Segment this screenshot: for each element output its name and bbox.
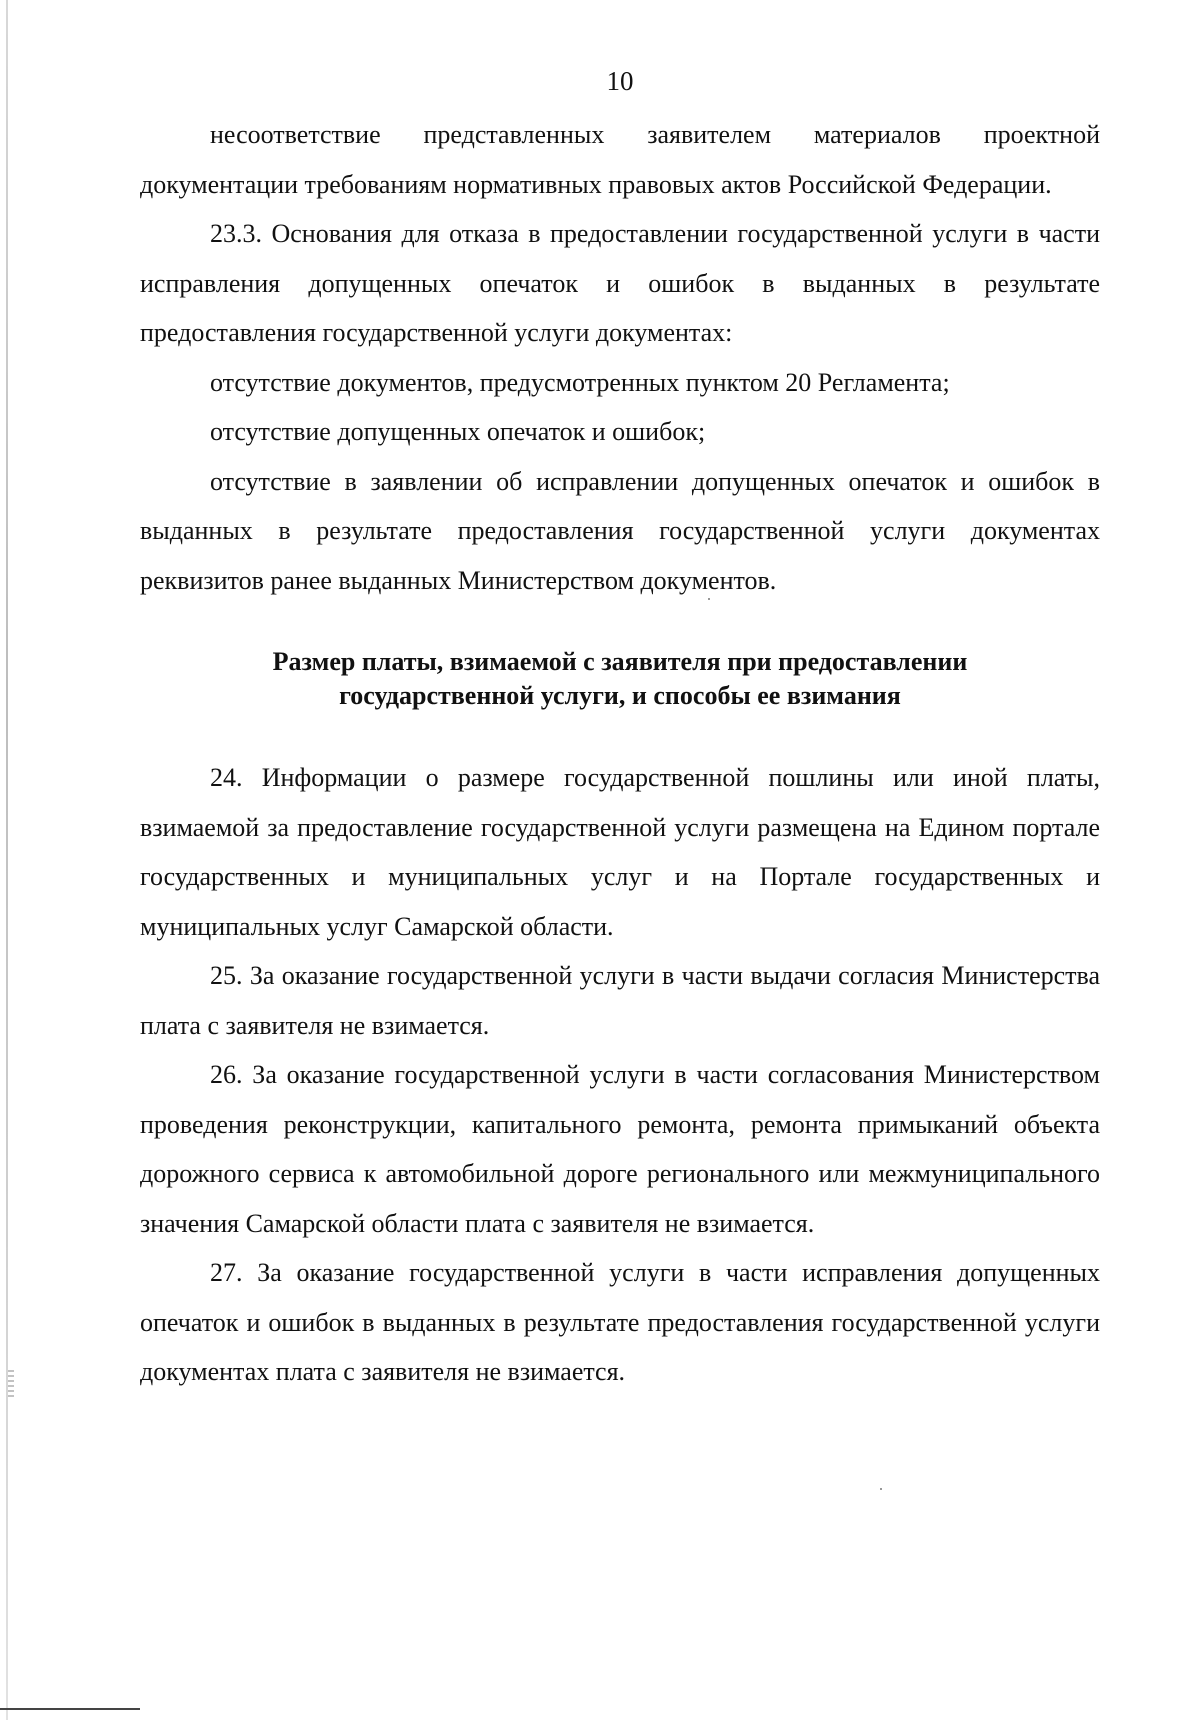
- document-body: [140, 110, 1100, 1397]
- paragraph-26: 26. За оказание государственной услуги в части согласования Министерством проведения реконструкции, капитального ремонта, ремонта примыканий объекта дорожного сервиса к автомобильной дороге регионального или межмуниципального значения Самарской области плата с заявителя не взимается.: [140, 1060, 1100, 1238]
- scan-dot: [880, 1488, 882, 1490]
- paragraph-27: 27. За оказание государственной услуги в части исправления допущенных опечаток и ошибок в выданных в результате предоставления государственной услуги документах плата с заявителя не взимается.: [140, 1258, 1100, 1386]
- scan-edge-bottom: [0, 1708, 140, 1710]
- paragraph-list-item: отсутствие допущенных опечаток и ошибок;: [210, 417, 706, 446]
- section-heading: [140, 645, 1100, 713]
- paragraph-list-item: отсутствие документов, предусмотренных пунктом 20 Регламента;: [210, 367, 950, 397]
- paragraph-list-item: отсутствие в заявлении об исправлении допущенных опечаток и ошибок в выданных в результате предоставления государственной услуги документах реквизитов ранее выданных Министерством документов.: [140, 466, 1100, 595]
- paragraph-23-3: 23.3. Основания для отказа в предоставлении государственной услуги в части исправления допущенных опечаток и ошибок в выданных в результате предоставления государственной услуги документах:: [140, 219, 1100, 347]
- paragraph-25: 25. За оказание государственной услуги в части выдачи согласия Министерства плата с заявителя не взимается.: [140, 961, 1100, 1040]
- scan-edge-left: [6, 0, 8, 1720]
- paragraph-24: 24. Информации о размере государственной пошлины или иной платы, взимаемой за предоставление государственной услуги размещена на Едином портале государственных и муниципальных услуг и на Портале государственных и муниципальных услуг Самарской области.: [140, 763, 1100, 941]
- section-heading-line: Размер платы, взимаемой с заявителя при предоставлении: [272, 647, 968, 676]
- scan-speck: [8, 1370, 14, 1398]
- page-number: 10: [606, 66, 634, 96]
- section-heading-line: государственной услуги, и способы ее взимания: [339, 681, 901, 710]
- paragraph-continuation: несоответствие представленных заявителем материалов проектной документации требованиям нормативных правовых актов Российской Федерации.: [140, 120, 1100, 199]
